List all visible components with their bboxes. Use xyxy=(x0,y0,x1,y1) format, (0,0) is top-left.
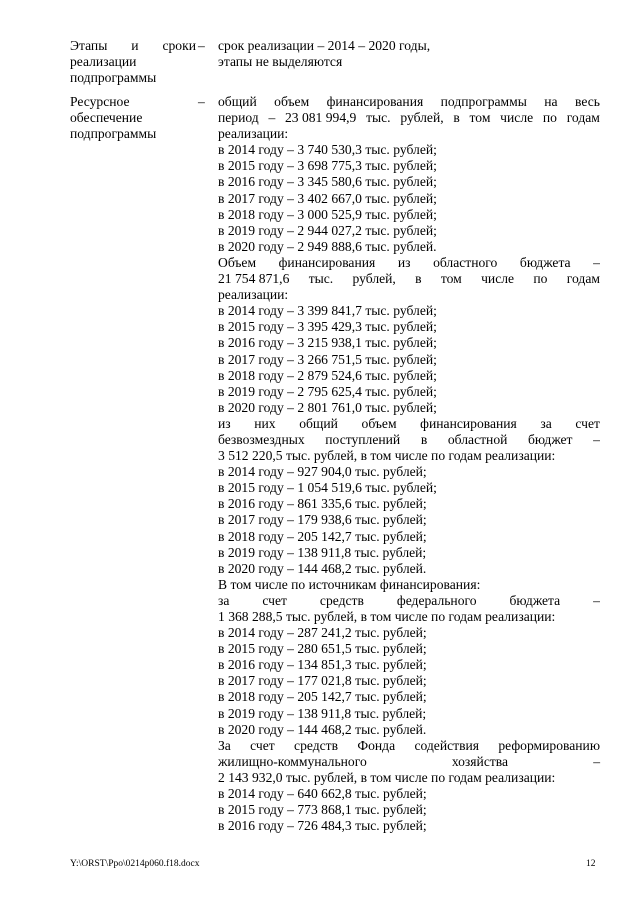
content-line: в 2015 году – 3 698 775,3 тыс. рублей; xyxy=(218,158,437,174)
content-line: в 2014 году – 3 740 530,3 тыс. рублей; xyxy=(218,142,437,158)
resources-content xyxy=(218,94,600,834)
resources-label xyxy=(70,94,205,142)
content-line: в 2020 году – 144 468,2 тыс. рублей. xyxy=(218,721,427,737)
label-line: обеспечение xyxy=(70,110,143,126)
content-line: в 2017 году – 3 266 751,5 тыс. рублей; xyxy=(218,351,437,367)
word: по xyxy=(542,110,557,126)
word: поступлений xyxy=(325,431,401,447)
footer-file-path: Y:\ORST\Ppo\0214p060.f18.docx xyxy=(70,859,200,869)
word: средств xyxy=(319,592,364,608)
word: по xyxy=(533,271,548,287)
word: Фонда xyxy=(357,737,396,753)
content-line: срок реализации – 2014 – 2020 годы, xyxy=(218,38,431,53)
word: них xyxy=(254,415,276,431)
content-line: в 2020 году – 144 468,2 тыс. рублей. xyxy=(218,560,427,576)
word: за xyxy=(540,415,552,431)
content-line: в 2017 году – 179 938,6 тыс. рублей; xyxy=(218,512,427,528)
content-line: в 2016 году – 3 345 580,6 тыс. рублей; xyxy=(218,174,437,190)
word: реформированию xyxy=(498,737,600,753)
word: За xyxy=(218,737,231,753)
content-line: 1 368 288,5 тыс. рублей, в том числе по годам реализации: xyxy=(218,609,556,624)
word: рублей, xyxy=(400,110,444,126)
word: в xyxy=(415,271,422,287)
word: годам xyxy=(566,271,600,287)
content-line: в 2019 году – 2 944 027,2 тыс. рублей; xyxy=(218,222,437,238)
content-line: в 2014 году – 3 399 841,7 тыс. рублей; xyxy=(218,303,437,319)
word: бюджета xyxy=(509,592,561,608)
label-dash: – xyxy=(198,38,205,53)
word: – xyxy=(268,110,276,126)
word: бюджет xyxy=(528,431,573,447)
word: том xyxy=(440,271,462,287)
label-line xyxy=(70,38,196,54)
word: в xyxy=(420,431,428,447)
word: в xyxy=(453,110,460,126)
word: том xyxy=(469,110,491,126)
content-line: в 2015 году – 280 651,5 тыс. рублей; xyxy=(218,641,427,657)
label-line: подпрограммы xyxy=(70,126,157,142)
stages-content xyxy=(218,38,600,70)
word: тыс. xyxy=(308,271,334,287)
word: – xyxy=(593,254,600,270)
label-dash: – xyxy=(198,94,205,109)
label-line: реализации xyxy=(70,54,137,70)
footer-page-number: 12 xyxy=(586,859,596,869)
word: счет xyxy=(575,415,600,431)
content-line: в 2015 году – 3 395 429,3 тыс. рублей; xyxy=(218,319,437,335)
justified-line xyxy=(218,110,600,126)
content-line: в 2014 году – 287 241,2 тыс. рублей; xyxy=(218,625,427,641)
label-word: сроки xyxy=(162,38,196,53)
content-line: в 2014 году – 927 904,0 тыс. рублей; xyxy=(218,464,427,480)
word: областного xyxy=(433,254,498,270)
word: числе xyxy=(500,110,534,126)
word: общий xyxy=(299,415,338,431)
content-line: в 2015 году – 773 868,1 тыс. рублей; xyxy=(218,802,427,818)
word: период xyxy=(218,110,259,126)
justified-line xyxy=(218,593,600,609)
content-line: в 2018 году – 2 879 524,6 тыс. рублей; xyxy=(218,367,437,383)
word: общий xyxy=(218,94,257,109)
word: безвозмездных xyxy=(218,431,305,447)
content-line: в 2020 году – 2 949 888,6 тыс. рублей. xyxy=(218,238,437,254)
content-line: в 2020 году – 2 801 761,0 тыс. рублей; xyxy=(218,399,437,415)
content-line: в 2019 году – 138 911,8 тыс. рублей; xyxy=(218,705,427,721)
content-line: реализации: xyxy=(218,287,289,303)
label-word: и xyxy=(131,38,139,53)
content-line: в 2019 году – 138 911,8 тыс. рублей; xyxy=(218,544,427,560)
word: счет xyxy=(250,737,275,753)
word: числе xyxy=(481,271,515,287)
content-line: реализации: xyxy=(218,126,289,142)
justified-line xyxy=(218,754,600,770)
content-line: в 2014 году – 640 662,8 тыс. рублей; xyxy=(218,786,427,802)
word: – xyxy=(593,431,600,447)
word: финансирования xyxy=(278,254,376,270)
content-line: в 2018 году – 3 000 525,9 тыс. рублей; xyxy=(218,206,437,222)
word: бюджета xyxy=(519,254,571,270)
content-line: в 2015 году – 1 054 519,6 тыс. рублей; xyxy=(218,480,437,496)
content-line: в 2016 году – 726 484,3 тыс. рублей; xyxy=(218,818,427,834)
word: жилищно-коммунального xyxy=(218,753,367,769)
word: объем xyxy=(361,415,397,431)
justified-line xyxy=(218,416,600,432)
justified-line xyxy=(218,432,600,448)
word: хозяйства xyxy=(451,753,509,769)
content-line: в 2018 году – 205 142,7 тыс. рублей; xyxy=(218,689,427,705)
word: объем xyxy=(274,94,310,109)
label-line: Ресурсное xyxy=(70,94,130,109)
label-word: Этапы xyxy=(70,38,108,53)
justified-line xyxy=(218,738,600,754)
word: подпрограммы xyxy=(440,94,527,109)
content-line: В том числе по источникам финансирования: xyxy=(218,576,481,592)
content-line: в 2017 году – 3 402 667,0 тыс. рублей; xyxy=(218,190,437,206)
content-line: в 2017 году – 177 021,8 тыс. рублей; xyxy=(218,673,427,689)
word: весь xyxy=(575,94,600,109)
word: 21 754 871,6 xyxy=(218,271,290,287)
content-line: в 2016 году – 3 215 938,1 тыс. рублей; xyxy=(218,335,437,351)
word: федерального xyxy=(396,592,477,608)
word: финансирования xyxy=(326,94,424,109)
word: на xyxy=(544,94,558,109)
word: областной xyxy=(447,431,508,447)
word: из xyxy=(397,254,411,270)
word: из xyxy=(218,415,231,431)
content-line: в 2016 году – 134 851,3 тыс. рублей; xyxy=(218,657,427,673)
word: рублей, xyxy=(352,271,396,287)
stages-label xyxy=(70,38,205,86)
word: за xyxy=(218,592,230,608)
content-line: в 2018 году – 205 142,7 тыс. рублей; xyxy=(218,528,427,544)
justified-line xyxy=(218,94,600,110)
content-line: в 2016 году – 861 335,6 тыс. рублей; xyxy=(218,496,427,512)
label-line: подпрограммы xyxy=(70,70,157,86)
content-line: этапы не выделяются xyxy=(218,54,343,70)
word: счет xyxy=(262,592,287,608)
word: – xyxy=(593,592,600,608)
word: Объем xyxy=(218,254,257,270)
word: средств xyxy=(294,737,339,753)
content-line: в 2019 году – 2 795 625,4 тыс. рублей; xyxy=(218,383,437,399)
justified-line xyxy=(218,255,600,271)
content-line: 2 143 932,0 тыс. рублей, в том числе по годам реализации: xyxy=(218,769,556,785)
word: содействия xyxy=(414,737,480,753)
word: годам xyxy=(566,110,600,126)
content-line: 3 512 220,5 тыс. рублей, в том числе по годам реализации: xyxy=(218,448,556,464)
word: – xyxy=(593,753,600,769)
word: финансирования xyxy=(420,415,517,431)
word: 23 081 994,9 xyxy=(284,110,357,126)
word: тыс. xyxy=(366,110,391,126)
justified-line xyxy=(218,271,600,287)
